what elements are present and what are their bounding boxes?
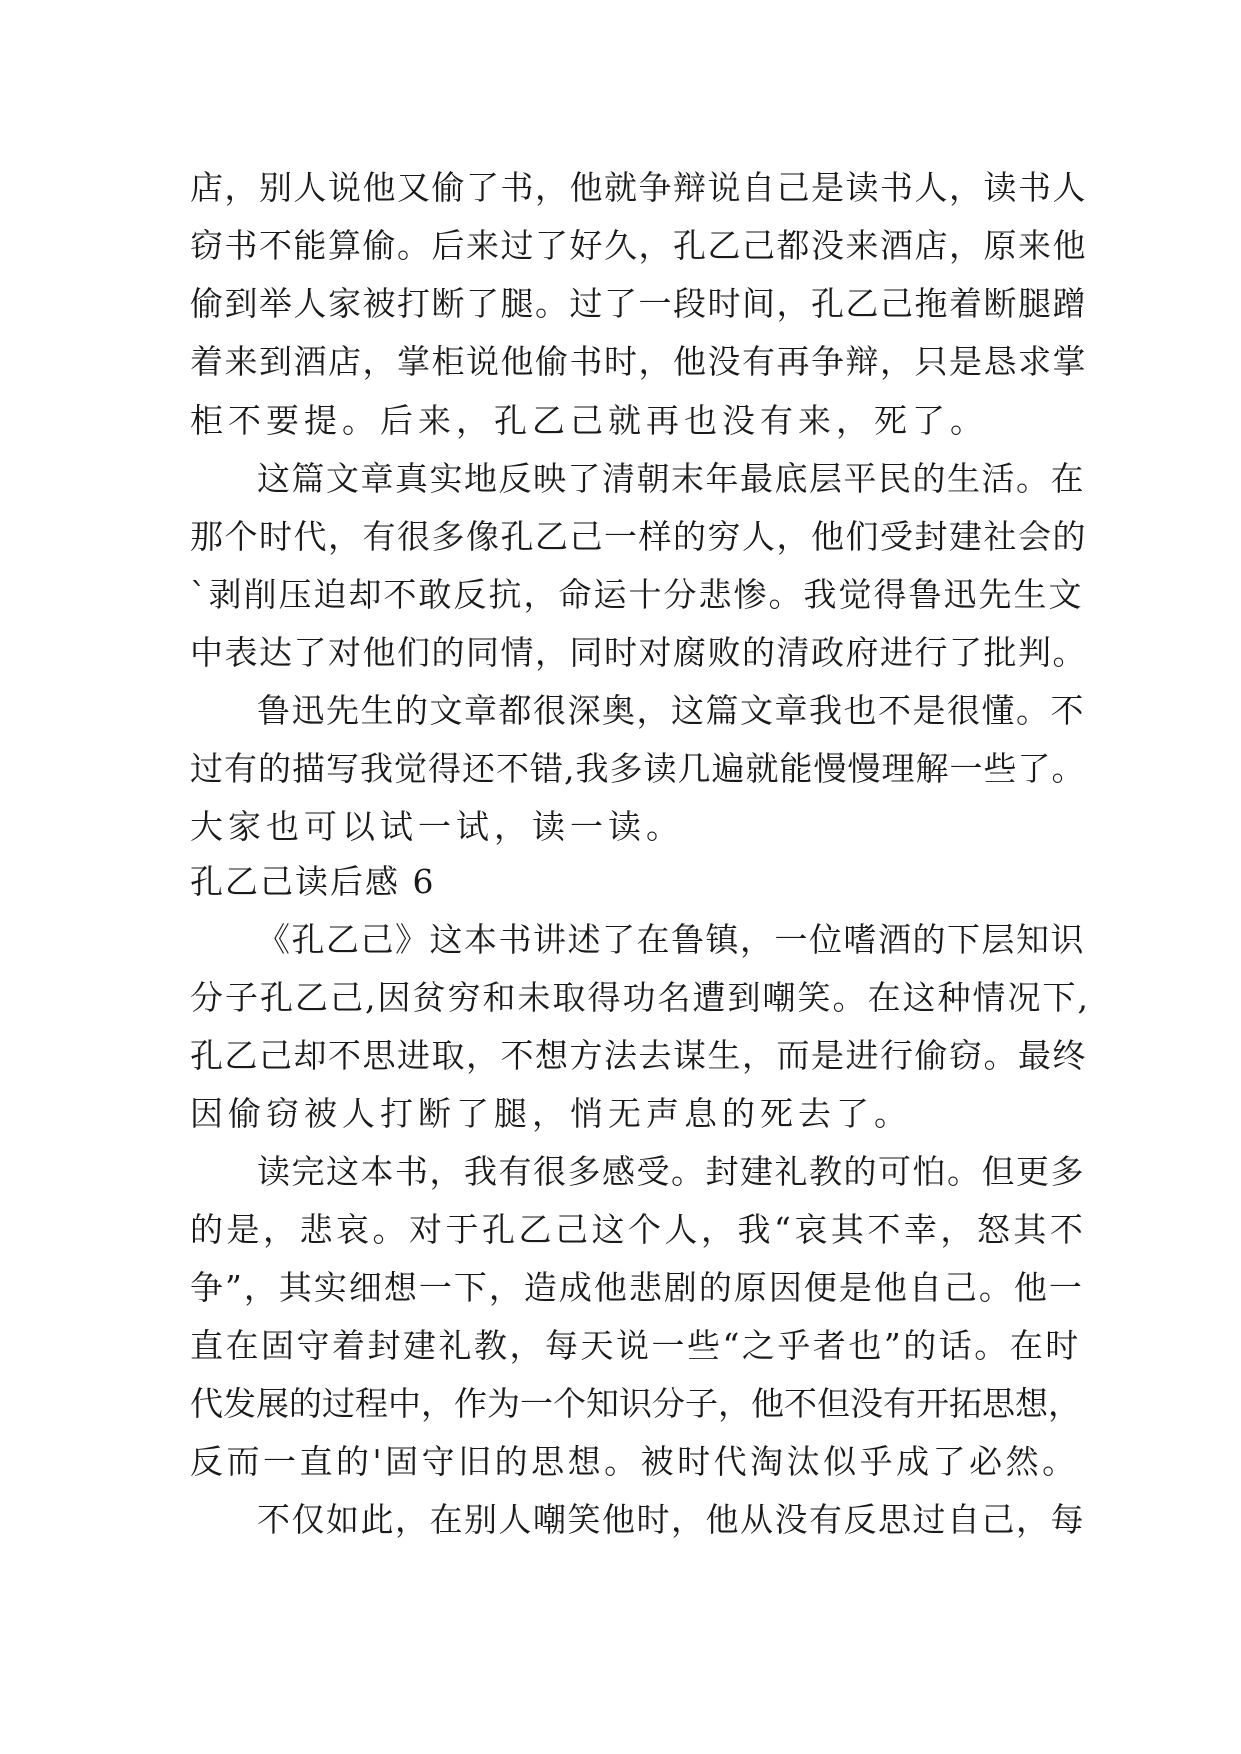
text-line: 柜不要提。后来，孔乙己就再也没有来，死了。 (190, 401, 988, 440)
paragraph-first-line: 这篇文章真实地反映了清朝末年最底层平民的生活。在 (257, 459, 1085, 498)
text-line: 争”，其实细想一下，造成他悲剧的原因便是他自己。他一 (190, 1268, 1084, 1307)
text-line: 中表达了对他们的同情，同时对腐败的清政府进行了批判。 (190, 633, 1087, 672)
text-line: 代发展的过程中，作为一个知识分子，他不但没有开拓思想， (190, 1384, 1081, 1423)
paragraph-first-line: 读完这本书，我有很多感受。封建礼教的可怕。但更多 (257, 1152, 1085, 1191)
text-line: 着来到酒店，掌柜说他偷书时，他没有再争辩，只是恳求掌 (190, 342, 1087, 381)
text-line: 窃书不能算偷。后来过了好久，孔乙己都没来酒店，原来他 (190, 226, 1087, 265)
text-line: 分子孔乙己,因贫穷和未取得功名遭到嘲笑。在这种情况下, (190, 978, 1090, 1017)
text-line: 大家也可以试一试，读一读。 (190, 807, 684, 846)
text-line: 的是，悲哀。对于孔乙己这个人，我“哀其不幸，怒其不 (190, 1210, 1087, 1249)
text-line: 过有的描写我觉得还不错,我多读几遍就能慢慢理解一些了。 (190, 749, 1086, 788)
section-heading: 孔乙己读后感 6 (190, 862, 436, 901)
text-line: 因偷窃被人打断了腿，悄无声息的死去了。 (190, 1094, 912, 1133)
paragraph-first-line: 《孔乙己》这本书讲述了在鲁镇，一位嗜酒的下层知识 (257, 920, 1085, 959)
text-line: 孔乙己却不思进取，不想方法去谋生，而是进行偷窃。最终 (190, 1036, 1087, 1075)
text-line: 偷到举人家被打断了腿。过了一段时间，孔乙己拖着断腿蹭 (190, 284, 1087, 323)
paragraph-first-line: 鲁迅先生的文章都很深奥，这篇文章我也不是很懂。不 (257, 691, 1085, 730)
text-line: 反而一直的'固守旧的思想。被时代淘汰似乎成了必然。 (190, 1442, 1079, 1481)
text-line: 那个时代，有很多像孔乙己一样的穷人，他们受封建社会的 (190, 517, 1087, 556)
text-line: `剥削压迫却不敢反抗，命运十分悲惨。我觉得鲁迅先生文 (190, 575, 1084, 614)
paragraph-first-line: 不仅如此，在别人嘲笑他时，他从没有反思过自己，每 (257, 1500, 1085, 1539)
text-line: 店，别人说他又偷了书，他就争辩说自己是读书人，读书人 (190, 168, 1087, 207)
text-line: 直在固守着封建礼教，每天说一些“之乎者也”的话。在时 (190, 1326, 1081, 1365)
